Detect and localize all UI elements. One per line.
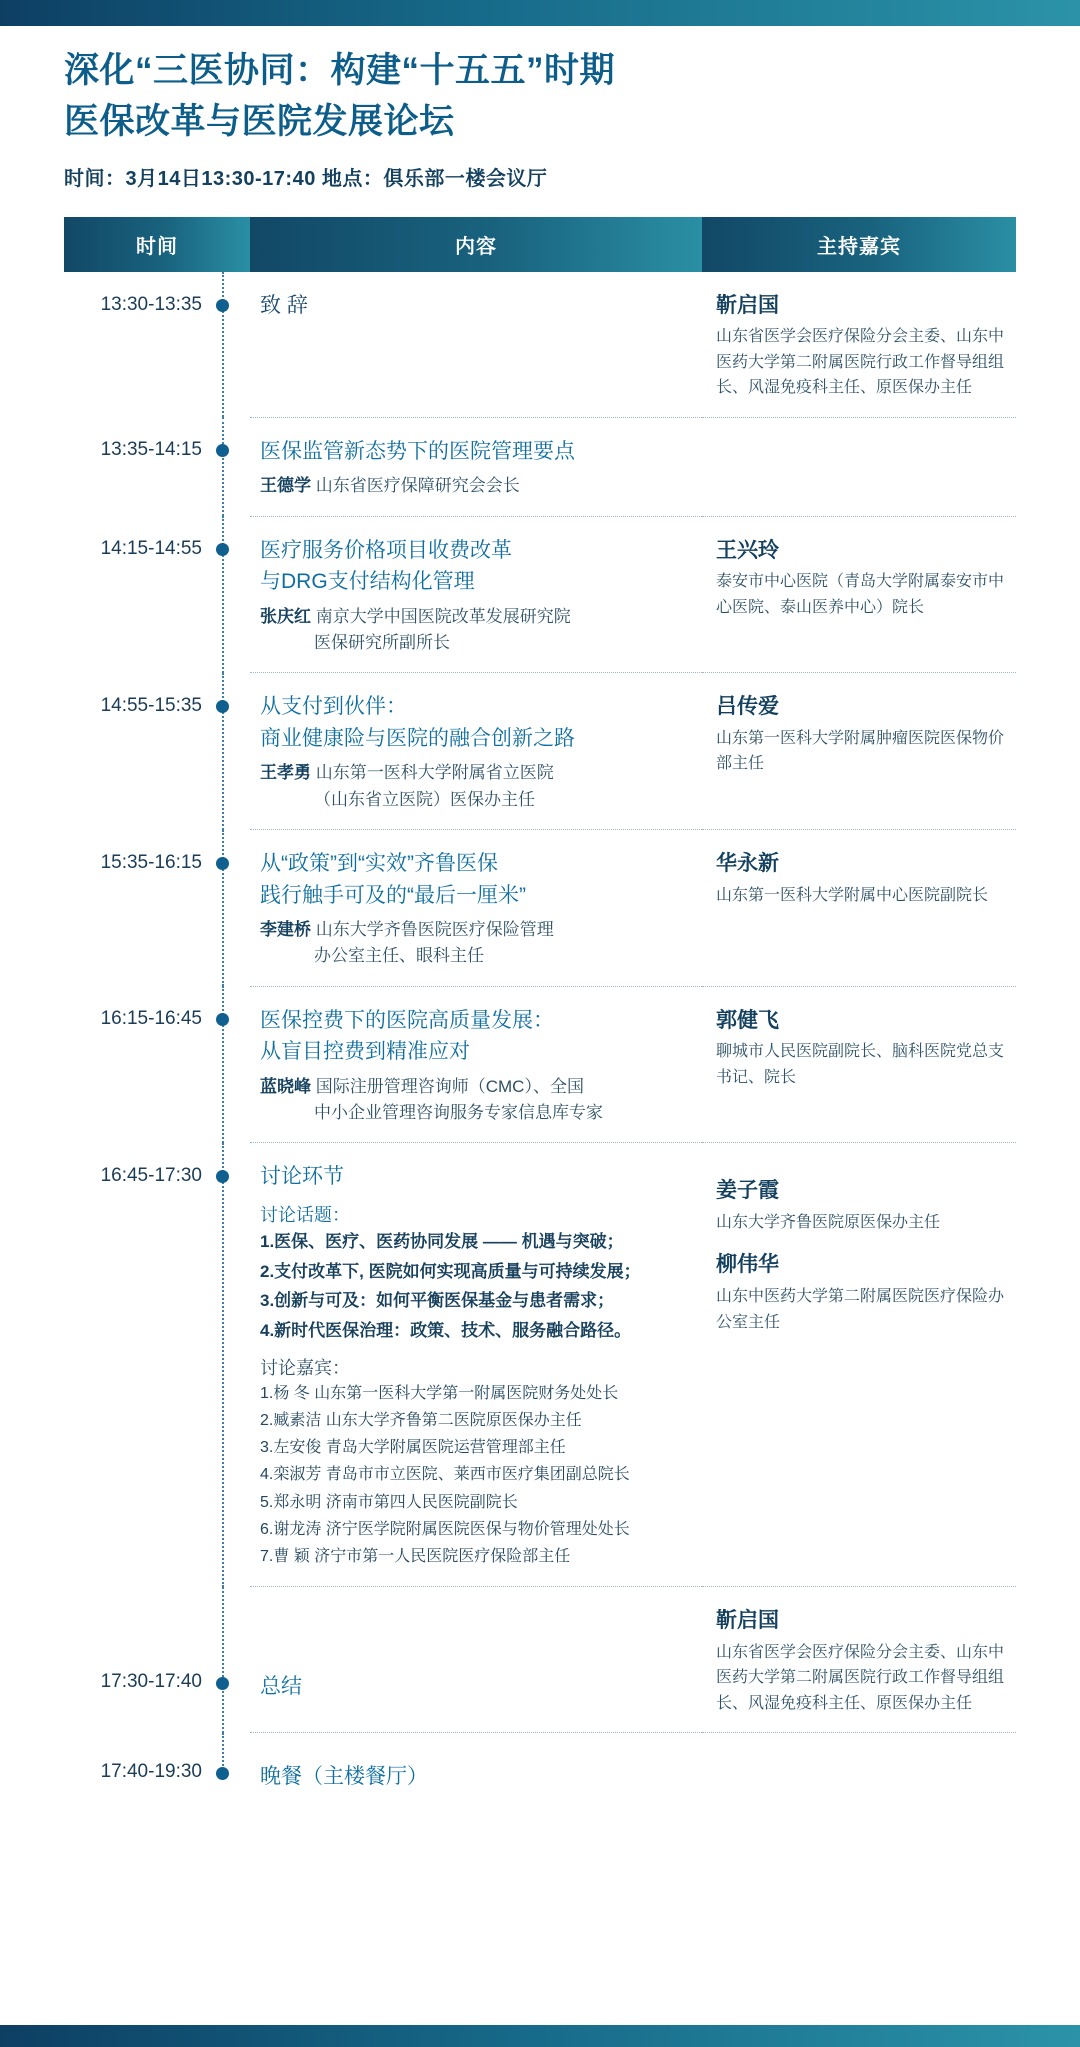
table-row — [64, 1587, 1016, 1733]
session-topic: 医保监管新态势下的医院管理要点 — [260, 439, 575, 463]
time-cell — [64, 986, 250, 1143]
column-header-time: 时间 — [64, 217, 250, 272]
session-speaker — [260, 473, 684, 499]
session-topic-line2: 商业健康险与医院的融合创新之路 — [260, 726, 575, 750]
page-title: 深化“三医协同：构建“十五五”时期 — [64, 51, 616, 90]
host-cell — [702, 417, 1016, 516]
host-description: 山东第一医科大学附属肿瘤医院医保物价部主任 — [716, 729, 1005, 773]
session-speaker — [260, 1074, 684, 1127]
discussion-guests-label: 讨论嘉宾： — [260, 1357, 350, 1378]
speaker-affiliation: 山东省医疗保障研究会会长 — [315, 476, 520, 496]
discussion-guest-item: 7.曹 颖 济宁市第一人民医院医疗保险部主任 — [260, 1548, 571, 1565]
table-row — [64, 986, 1016, 1143]
content-cell — [250, 272, 702, 418]
host-name: 靳启国 — [716, 1609, 779, 1633]
host-cell — [702, 272, 1016, 418]
discussion-topic-item: 2.支付改革下, 医院如何实现高质量与可持续发展； — [260, 1261, 641, 1281]
session-time: 15:35-16:15 — [100, 851, 202, 873]
discussion-topics-label: 讨论话题： — [260, 1204, 350, 1225]
session-topic-line2: 与DRG支付结构化管理 — [260, 570, 475, 594]
host-name: 郭健飞 — [716, 1008, 779, 1032]
time-cell — [64, 673, 250, 830]
session-time: 17:30-17:40 — [100, 1670, 202, 1692]
session-topic-line1: 从“政策”到“实效”齐鲁医保 — [260, 852, 498, 875]
table-row — [64, 830, 1016, 987]
column-header-host: 主持嘉宾 — [702, 217, 1016, 272]
content-cell — [250, 986, 702, 1143]
discussion-guest-item: 3.左安俊 青岛大学附属医院运营管理部主任 — [260, 1439, 566, 1457]
session-time: 14:55-15:35 — [100, 694, 202, 716]
speaker-affiliation-line2: 中小企业管理咨询服务专家信息库专家 — [314, 1103, 603, 1123]
session-topic: 总结 — [260, 1675, 302, 1699]
host-description: 山东第一医科大学附属中心医院副院长 — [716, 886, 989, 904]
content-cell — [250, 417, 702, 516]
host-description: 山东省医学会医疗保险分会主委、山东中医药大学第二附属医院行政工作督导组组长、风湿免疫科主任、原医保办主任 — [716, 1643, 1005, 1712]
host-name: 靳启国 — [716, 293, 779, 317]
speaker-affiliation-line2: 办公室主任、眼科主任 — [314, 946, 484, 966]
discussion-guest-item: 5.郑永明 济南市第四人民医院副院长 — [260, 1493, 518, 1511]
speaker-affiliation-line1: 南京大学中国医院改革发展研究院 — [315, 606, 571, 626]
host-description-secondary: 山东中医药大学第二附属医院医疗保险办公室主任 — [716, 1287, 1005, 1331]
session-time: 13:35-14:15 — [100, 439, 202, 461]
speaker-name: 王孝勇 — [260, 763, 311, 783]
session-time: 17:40-19:30 — [100, 1760, 202, 1782]
event-time-venue: 时间：3月14日13:30-17:40 地点：俱乐部一楼会议厅 — [64, 167, 548, 190]
time-cell — [64, 830, 250, 987]
host-cell — [702, 516, 1016, 673]
session-time: 16:45-17:30 — [100, 1164, 202, 1186]
host-cell — [702, 1143, 1016, 1587]
speaker-name: 张庆红 — [260, 606, 311, 626]
host-name: 姜子霞 — [716, 1179, 779, 1203]
table-row — [64, 673, 1016, 830]
time-cell — [64, 417, 250, 516]
table-row — [64, 516, 1016, 673]
host-name: 吕传爱 — [716, 695, 779, 719]
session-speaker — [260, 917, 684, 970]
session-topic: 讨论环节 — [260, 1165, 344, 1189]
host-name: 华永新 — [716, 852, 779, 875]
content-cell — [250, 673, 702, 830]
agenda-table — [64, 217, 1016, 1809]
session-topic-line2: 践行触手可及的“最后一厘米” — [260, 883, 526, 907]
time-cell — [64, 516, 250, 673]
host-description: 聊城市人民医院副院长、脑科医院党总支书记、院长 — [716, 1043, 1005, 1086]
session-speaker — [260, 760, 684, 813]
speaker-name: 李建桥 — [260, 920, 311, 939]
host-cell — [702, 830, 1016, 987]
time-cell — [64, 1143, 250, 1587]
host-description: 泰安市中心医院（青岛大学附属泰安市中心医院、泰山医养中心）院长 — [716, 573, 1005, 616]
column-header-content: 内容 — [250, 217, 702, 272]
discussion-topic-item: 3.创新与可及：如何平衡医保基金与患者需求； — [260, 1291, 615, 1311]
discussion-topic-item: 4.新时代医保治理：政策、技术、服务融合路径。 — [260, 1321, 632, 1341]
speaker-affiliation-line1: 山东大学齐鲁医院医疗保险管理 — [315, 920, 554, 939]
host-description: 山东大学齐鲁医院原医保办主任 — [716, 1213, 941, 1231]
content-cell — [250, 516, 702, 673]
content-cell — [250, 1143, 702, 1587]
speaker-affiliation-line1: 山东第一医科大学附属省立医院 — [315, 763, 554, 783]
speaker-name: 蓝晓峰 — [260, 1076, 311, 1096]
host-description: 山东省医学会医疗保险分会主委、山东中医药大学第二附属医院行政工作督导组组长、风湿免疫科主任、原医保办主任 — [716, 328, 1005, 397]
speaker-name: 王德学 — [260, 476, 311, 496]
session-time: 13:30-13:35 — [100, 293, 202, 315]
table-row — [64, 417, 1016, 516]
host-name-secondary: 柳伟华 — [716, 1253, 779, 1277]
table-row — [64, 1733, 1016, 1809]
speaker-affiliation-line1: 国际注册管理咨询师（CMC）、全国 — [315, 1076, 584, 1096]
host-cell — [702, 986, 1016, 1143]
speaker-affiliation-line2: 医保研究所副所长 — [314, 632, 450, 652]
page-title-line2: 医保改革与医院发展论坛 — [64, 101, 455, 141]
host-name: 王兴玲 — [716, 538, 779, 562]
session-topic: 晚餐（主楼餐厅） — [260, 1765, 428, 1789]
content-cell — [250, 830, 702, 987]
discussion-guest-item: 1.杨 冬 山东第一医科大学第一附属医院财务处处长 — [260, 1384, 619, 1402]
session-topic-line2: 从盲目控费到精准应对 — [260, 1040, 470, 1064]
session-topic: 致 辞 — [260, 293, 308, 317]
time-cell — [64, 272, 250, 418]
discussion-guest-item: 4.栾淑芳 青岛市市立医院、莱西市医疗集团副总院长 — [260, 1466, 630, 1484]
host-cell — [702, 673, 1016, 830]
table-row — [64, 272, 1016, 418]
time-cell — [64, 1733, 250, 1809]
session-speaker — [260, 604, 684, 657]
discussion-guest-item: 6.谢龙涛 济宁医学院附属医院医保与物价管理处处长 — [260, 1520, 630, 1538]
session-topic-line1: 从支付到伙伴： — [260, 695, 407, 719]
discussion-guest-item: 2.臧素洁 山东大学齐鲁第二医院原医保办主任 — [260, 1412, 582, 1430]
session-time: 16:15-16:45 — [100, 1008, 202, 1030]
session-topic-line1: 医保控费下的医院高质量发展： — [260, 1008, 554, 1032]
bottom-gradient-band — [0, 2025, 1080, 2047]
host-cell — [702, 1587, 1016, 1733]
discussion-topic-item: 1.医保、医疗、医药协同发展 —— 机遇与突破； — [260, 1231, 624, 1251]
table-header-row — [64, 217, 1016, 272]
time-cell — [64, 1587, 250, 1733]
content-cell — [250, 1733, 702, 1809]
session-time: 14:15-14:55 — [100, 538, 202, 560]
timeline-rail — [222, 1143, 224, 1587]
table-row — [64, 1143, 1016, 1587]
content-cell — [250, 1587, 702, 1733]
host-cell — [702, 1733, 1016, 1809]
session-topic-line1: 医疗服务价格项目收费改革 — [260, 538, 512, 562]
speaker-affiliation-line2: （山东省立医院）医保办主任 — [314, 789, 535, 809]
